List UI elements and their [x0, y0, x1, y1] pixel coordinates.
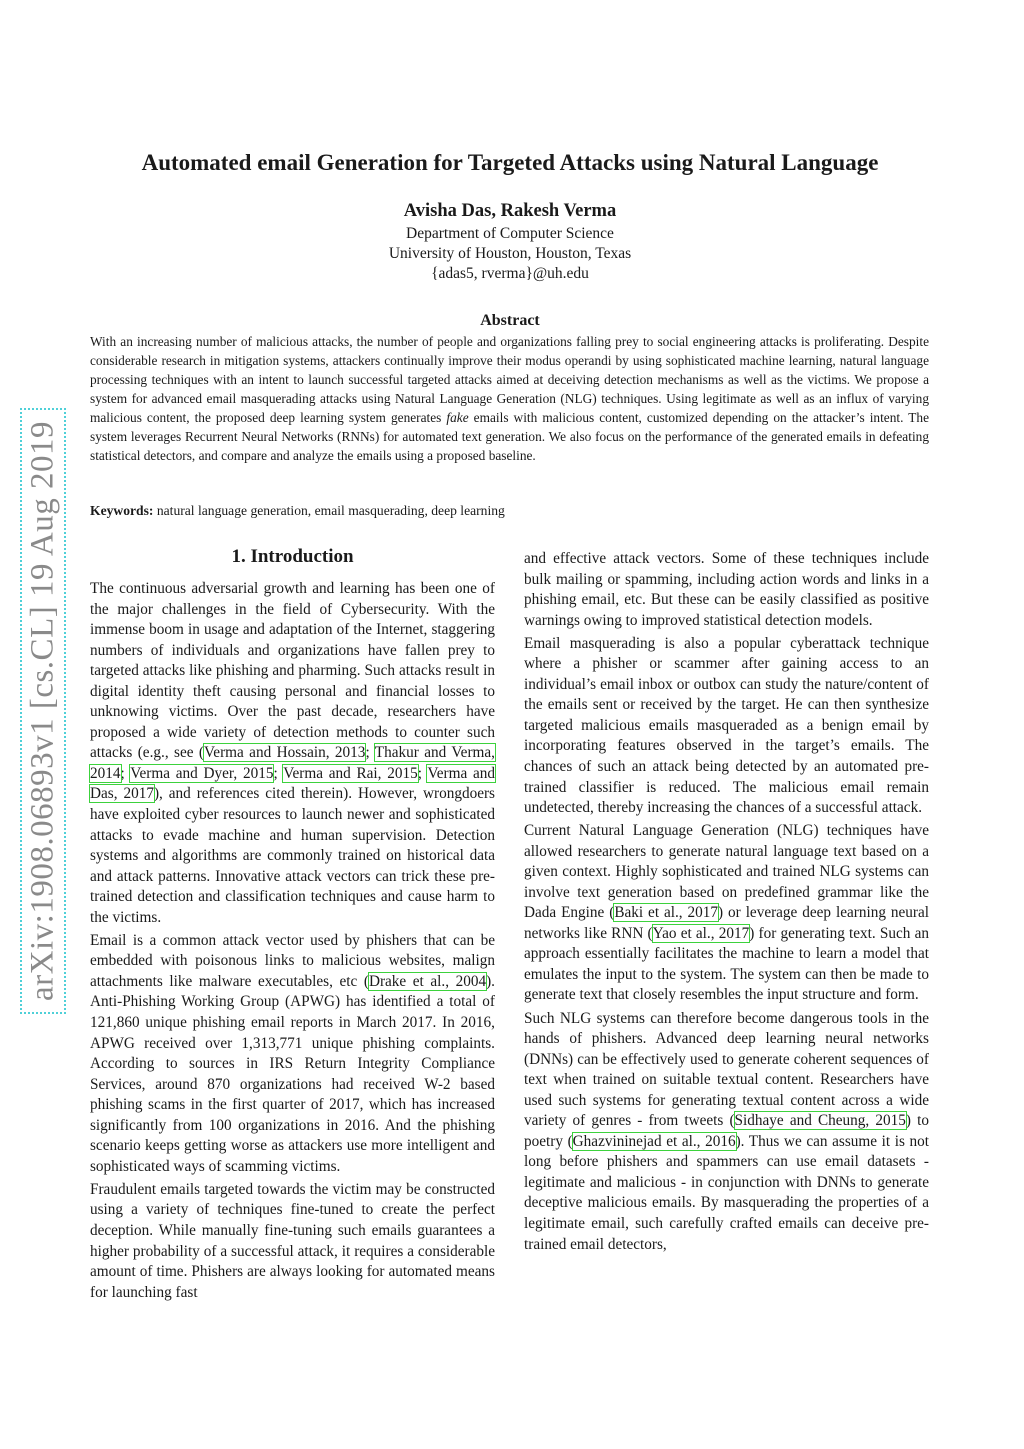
right-paragraph-3: Current Natural Language Generation (NLG) techniques have allowed researchers to generate natural language text based on a given context. Highly sophisticated and trained NLG systems can involve text generation based on predefined grammar like the Dada Engine (Baki et al., 2017) or leverage deep learning neural networks like RNN (Yao et al., 2017) for generating text. Such an approach essentially facilitates the machine to learn a model that emulates the input to the system. The system can then be made to generate text that closely resembles the input structure and form.: [524, 822, 929, 1004]
left-column: [90, 579, 495, 1306]
right-paragraph-4: Such NLG systems can therefore become dangerous tools in the hands of phishers. Advanced deep learning neural networks (DNNs) can be effectively used to generate coherent sequences of text when trained on suitable textual content. Researchers have used such systems for generating textual content across a wide variety of genres - from tweets (Sidhaye and Cheung, 2015) to poetry (Ghazvininejad et al., 2016). Thus we can assume it is not long before phishers and spammers can use email datasets - legitimate and malicious - in conjunction with DNNs to generate deceptive malicious emails. By masquerading the properties of a legitimate email, such carefully crafted emails can deceive pre-trained email detectors,: [524, 1009, 929, 1253]
left-paragraph-1: The continuous adversarial growth and learning has been one of the major challenges in the field of Cybersecurity. With the immense boom in usage and adaptation of the Internet, staggering numbers of individuals and organizations have fallen prey to targeted attacks like phishing and pharming. Such attacks result in digital identity theft causing personal and financial losses to unknowing victims. Over the past decade, researchers have proposed a wide variety of detection methods to counter such attacks (e.g., see (Verma and Hossain, 2013; Thakur and Verma, 2014; Verma and Dyer, 2015; Verma and Rai, 2015; Verma and Das, 2017), and references cited therein). However, wrongdoers have exploited cyber resources to launch newer and sophisticated attacks to evade machine and human supervision. Detection systems and algorithms are commonly trained on historical data and attack patterns. Innovative attack vectors can trick these pre-trained detection and classification techniques and cause harm to the victims.: [90, 580, 496, 926]
arxiv-stamp-text: arXiv:1908.06893v1 [cs.CL] 19 Aug 2019: [24, 421, 61, 1001]
citation-link[interactable]: Verma and Rai, 2015: [283, 764, 418, 782]
abstract-body: With an increasing number of malicious attacks, the number of people and organizations falling prey to social engineering attacks is proliferating. Despite considerable research in mitigation systems, attackers continually improve their modus operandi by using sophisticated machine learning, natural language processing techniques with an intent to launch successful targeted attacks aimed at deceiving detection mechanisms as well as the victims. We propose a system for advanced email masquerading attacks using Natural Language Generation (NLG) techniques. Using legitimate as well as an influx of varying malicious content, the proposed deep learning system generates fake emails with malicious content, customized depending on the attacker’s intent. The system leverages Recurrent Neural Networks (RNNs) for automated text generation. We also focus on the performance of the generated emails in defeating statistical detectors, and compare and analyze the emails using a proposed baseline.: [90, 334, 929, 463]
section-heading-introduction: 1. Introduction: [231, 546, 354, 567]
citation-link[interactable]: Drake et al., 2004: [368, 972, 487, 990]
right-paragraph-1: and effective attack vectors. Some of these techniques include bulk mailing or spamming, including action words and links in a phishing email, etc. But these can be easily classified as positive warnings owing to improved statistical detection models.: [524, 550, 929, 629]
left-paragraph-3: Fraudulent emails targeted towards the victim may be constructed using a variety of techniques fine-tuned to create the perfect deception. While manually fine-tuning such emails guarantees a higher probability of a successful attack, it requires a considerable amount of time. Phishers are always looking for automated means for launching fast: [90, 1180, 495, 1301]
citation-link[interactable]: Ghazvininejad et al., 2016: [572, 1132, 736, 1150]
keywords-text: natural language generation, email masquerading, deep learning: [153, 503, 505, 518]
citation-link[interactable]: Verma and Dyer, 2015: [130, 764, 274, 782]
citation-link[interactable]: Verma and Hossain, 2013: [203, 744, 366, 762]
paper-title: Automated email Generation for Targeted Attacks using Natural Language: [141, 150, 879, 175]
right-column: [524, 549, 929, 1258]
paper-authors: Avisha Das, Rakesh Verma: [403, 201, 617, 221]
citation-link[interactable]: Verma and Das, 2017: [90, 764, 496, 803]
abstract-heading: Abstract: [480, 312, 540, 329]
citation-link[interactable]: Baki et al., 2017: [614, 904, 719, 922]
affiliation-email: {adas5, rverma}@uh.edu: [431, 265, 589, 282]
right-paragraph-2: Email masquerading is also a popular cyberattack technique where a phisher or scammer after gaining access to an individual’s email inbox or outbox can study the nature/content of the emails sent or received by the target. He can then synthesize targeted malicious emails masqueraded as a benign email by incorporating features observed in the target’s emails. The chances of such an attack being detected by an automated pre-trained classifier is reduced. The malicious email remain undetected, thereby increasing the chances of a successful attack.: [524, 634, 929, 817]
affiliation-university: University of Houston, Houston, Texas: [388, 245, 632, 262]
citation-link[interactable]: Sidhaye and Cheung, 2015: [734, 1112, 906, 1130]
affiliation-department: Department of Computer Science: [406, 225, 614, 242]
left-paragraph-2: Email is a common attack vector used by phishers that can be embedded with poisonous links to malicious websites, malign attachments like malware executables, etc (Drake et al., 2004). Anti-Phishing Working Group (APWG) has identified a total of 121,860 unique phishing email reports in March 2017. In 2016, APWG received over 1,313,771 unique phishing complaints. According to sources in IRS Return Integrity Compliance Services, around 870 organizations had received W-2 based phishing scams in the first quarter of 2017, which has increased significantly from 100 organizations in 2016. And the phishing scenario keeps getting worse as attackers use more intelligent and sophisticated ways of scamming victims.: [90, 931, 495, 1175]
keywords-label: Keywords:: [90, 503, 154, 518]
keywords: [90, 503, 929, 519]
abstract-italic-fake: fake: [446, 410, 469, 425]
citation-link[interactable]: Yao et al., 2017: [652, 924, 750, 942]
citation-link[interactable]: Thakur and Verma, 2014: [90, 744, 495, 782]
